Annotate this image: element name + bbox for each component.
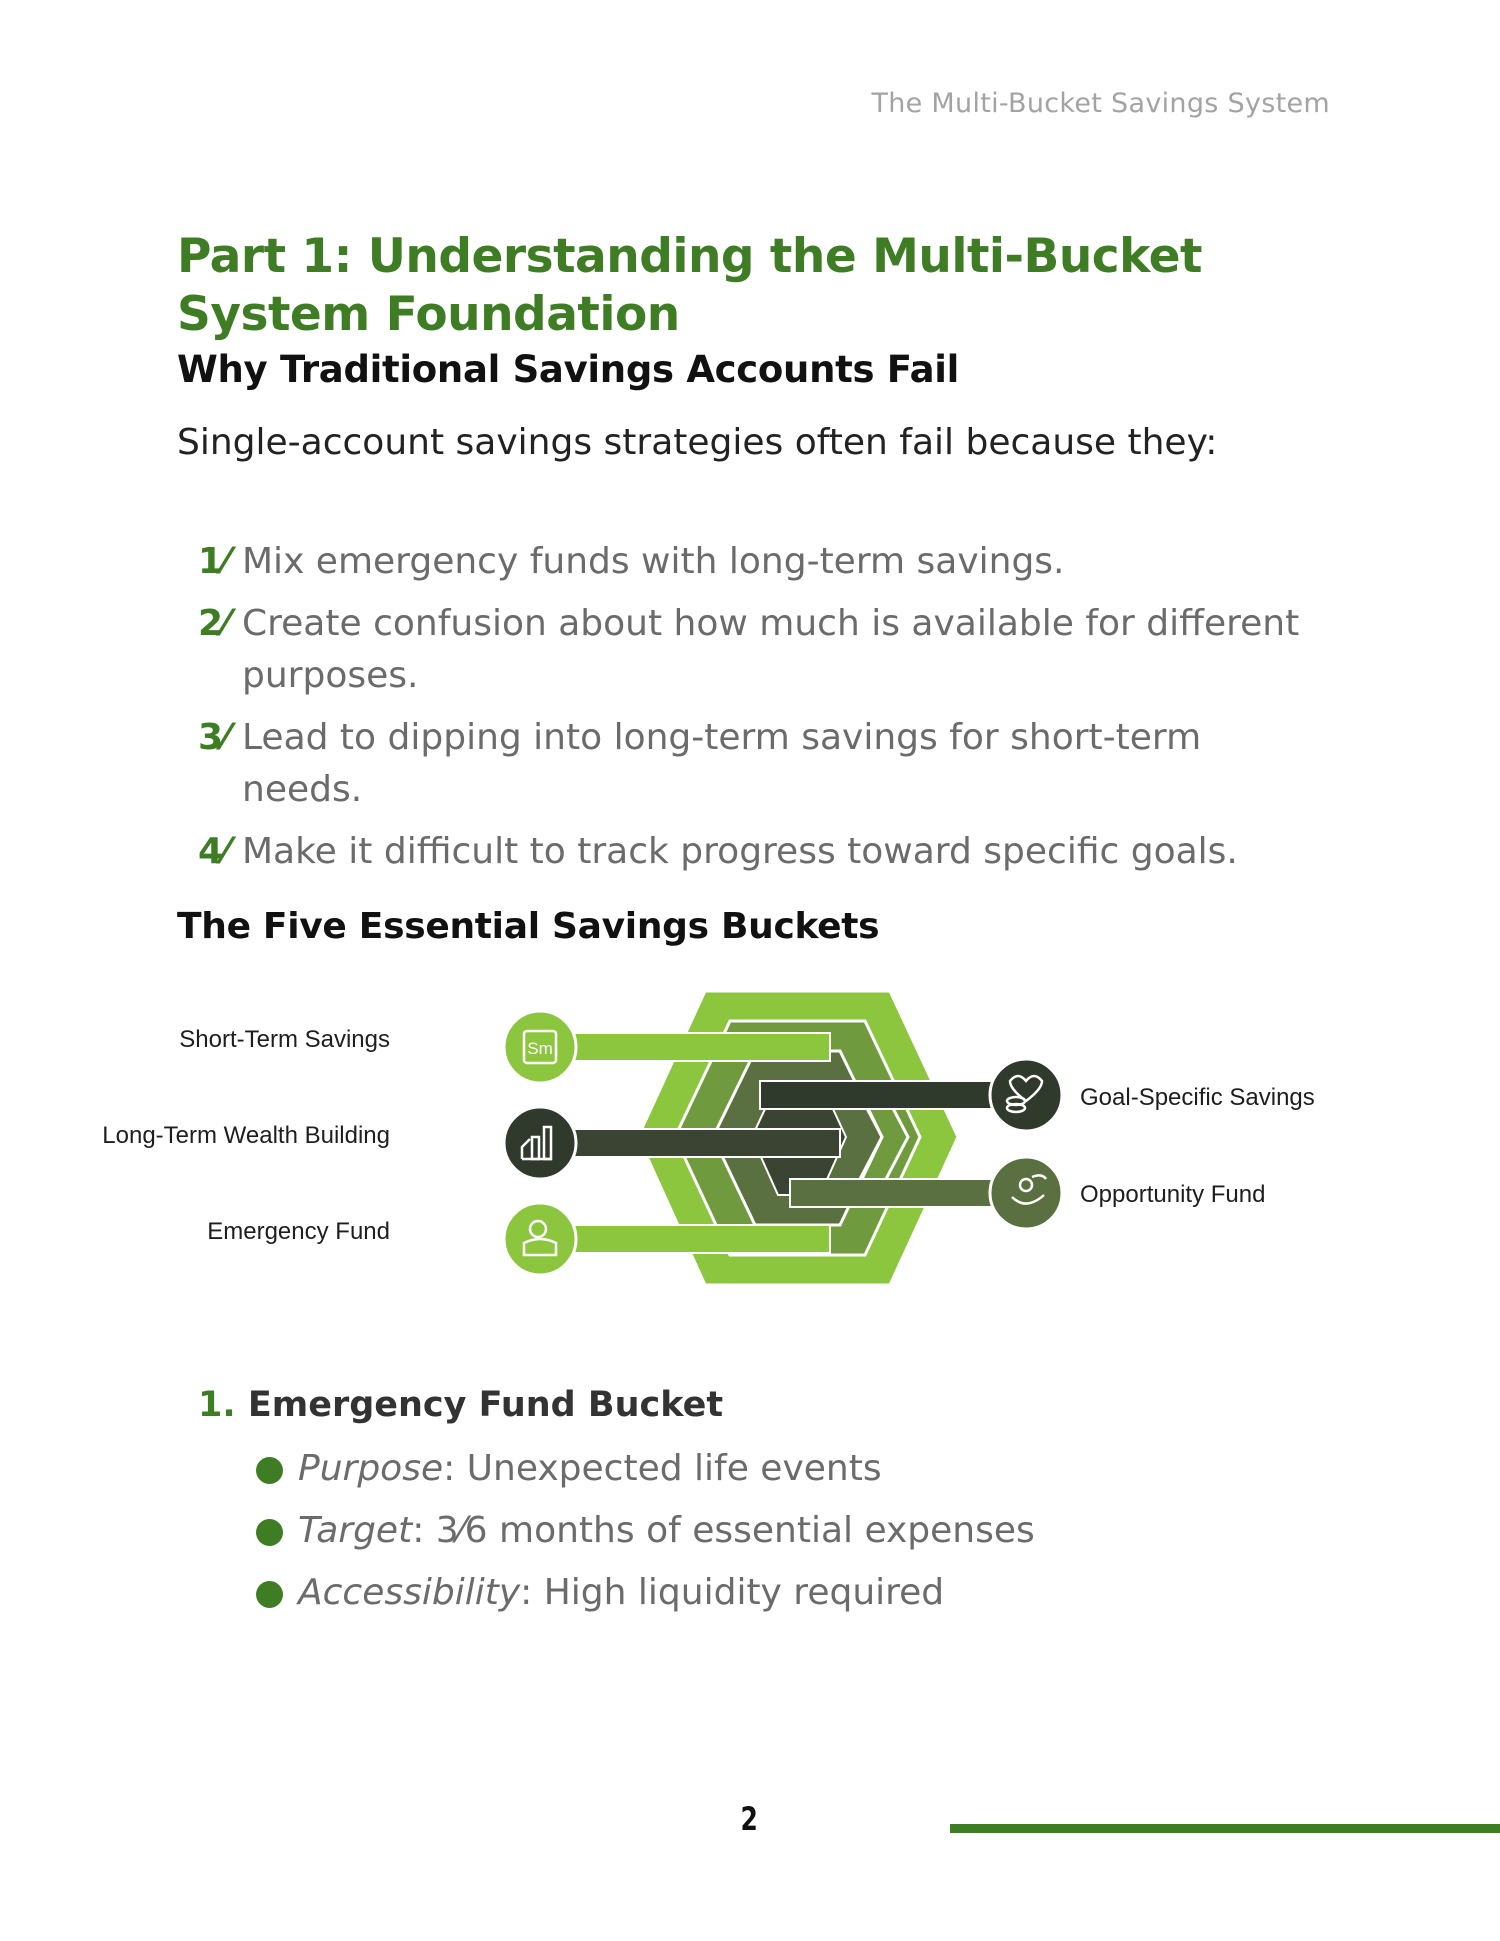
label-goal-specific: Goal-Specific Savings bbox=[1080, 1084, 1315, 1111]
label-long-term-wealth: Long-Term Wealth Building bbox=[102, 1122, 390, 1149]
page-number: 2 bbox=[740, 1800, 758, 1838]
label-opportunity-fund: Opportunity Fund bbox=[1080, 1181, 1266, 1208]
list-item-text: Lead to dipping into long-term savings for short-term needs. bbox=[242, 717, 1202, 810]
fail-reasons-list bbox=[198, 536, 1328, 888]
bucket-1-name: Emergency Fund Bucket bbox=[247, 1385, 724, 1425]
part-title: Part 1: Understanding the Multi-Bucket System Foundation bbox=[177, 229, 1203, 342]
bucket-1-number: 1. bbox=[198, 1385, 236, 1425]
list-item bbox=[198, 826, 1328, 878]
bucket-1-details bbox=[256, 1443, 1035, 1629]
five-buckets-diagram bbox=[102, 985, 1360, 1325]
intro-paragraph: Single-account savings strategies often fail because they: bbox=[177, 422, 1218, 463]
bullet-dot bbox=[256, 1457, 283, 1484]
detail-item bbox=[256, 1443, 1035, 1495]
list-item-text: Mix emergency funds with long-term savings. bbox=[242, 541, 1065, 582]
bucket-1-title bbox=[198, 1385, 723, 1425]
list-number: 1⁄ bbox=[198, 541, 230, 582]
running-header: The Multi-Bucket Savings System bbox=[871, 88, 1330, 119]
list-number: 2⁄ bbox=[198, 603, 230, 644]
list-item-text: Create confusion about how much is available for different bbox=[242, 603, 1300, 644]
detail-key: Target bbox=[298, 1510, 413, 1551]
detail-key: Accessibility bbox=[298, 1572, 521, 1613]
detail-key: Purpose bbox=[298, 1448, 444, 1489]
list-item-continuation: purposes. bbox=[242, 655, 419, 696]
footer-rule bbox=[950, 1824, 1500, 1833]
list-item bbox=[198, 598, 1328, 702]
section-title: Why Traditional Savings Accounts Fail bbox=[177, 348, 960, 391]
detail-value: : Unexpected life events bbox=[443, 1448, 882, 1489]
detail-item bbox=[256, 1567, 1035, 1619]
list-number: 3⁄ bbox=[198, 717, 230, 758]
label-emergency-fund: Emergency Fund bbox=[207, 1218, 390, 1245]
detail-item bbox=[256, 1505, 1035, 1557]
list-item bbox=[198, 536, 1328, 588]
label-short-term-savings: Short-Term Savings bbox=[179, 1026, 390, 1053]
buckets-heading: The Five Essential Savings Buckets bbox=[177, 906, 880, 947]
goal-node bbox=[990, 1059, 1062, 1131]
list-item-text: Make it difficult to track progress toward specific goals. bbox=[242, 831, 1238, 872]
opportunity-node bbox=[990, 1157, 1062, 1229]
bullet-dot bbox=[256, 1519, 283, 1546]
list-item bbox=[198, 712, 1328, 816]
list-number: 4⁄ bbox=[198, 831, 230, 872]
bullet-dot bbox=[256, 1581, 283, 1608]
svg-text:Sm: Sm bbox=[527, 1039, 553, 1058]
detail-value: : 3⁄6 months of essential expenses bbox=[412, 1510, 1035, 1551]
detail-value: : High liquidity required bbox=[520, 1572, 945, 1613]
